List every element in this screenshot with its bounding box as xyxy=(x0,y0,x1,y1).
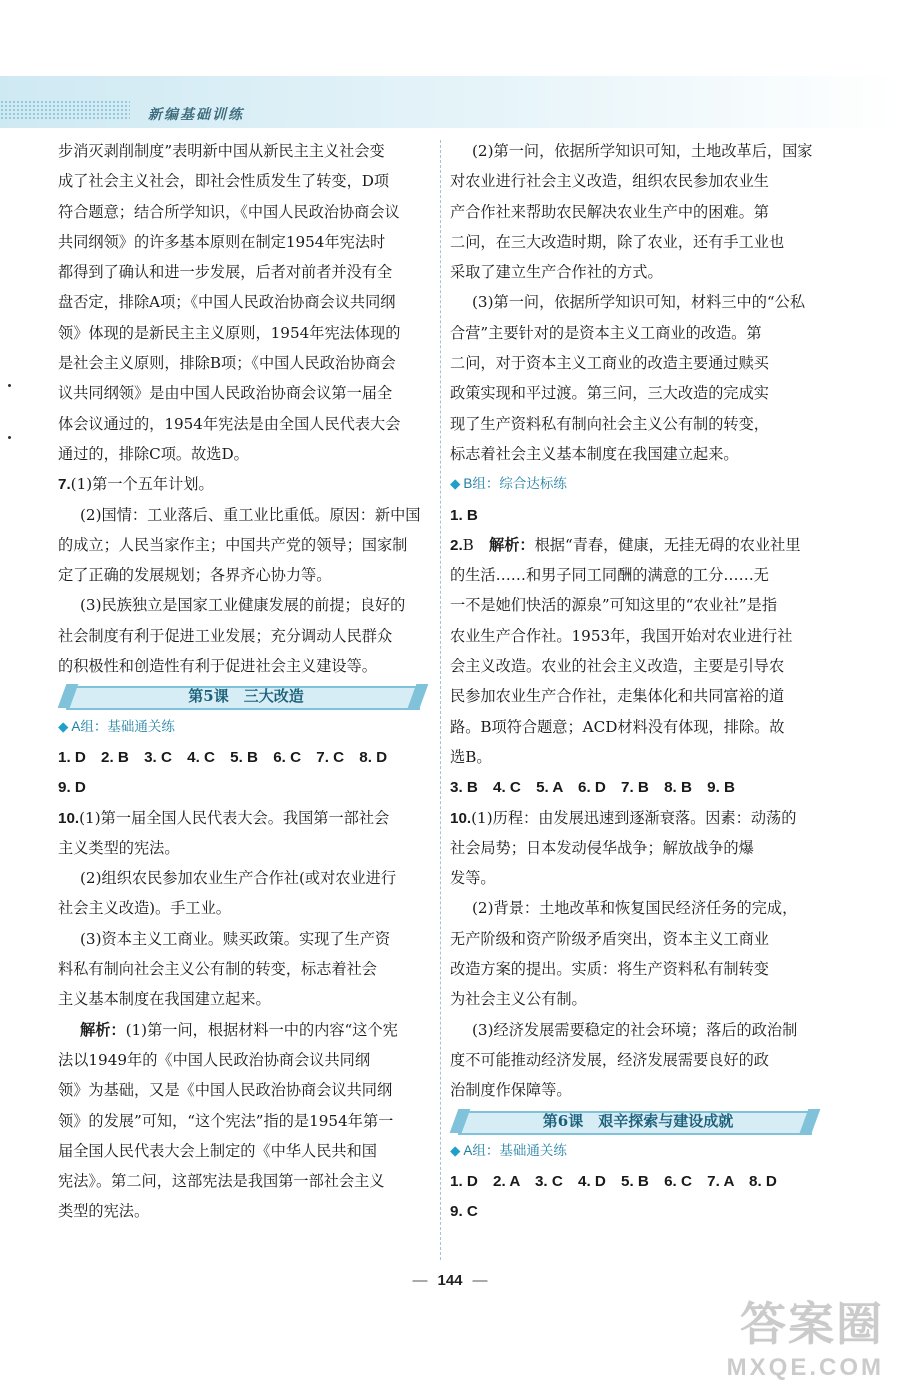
text-line xyxy=(58,803,430,833)
text-line xyxy=(58,924,430,954)
text-line xyxy=(450,197,822,227)
text-line xyxy=(58,621,430,651)
margin-mark xyxy=(8,384,11,387)
exercise-group-heading xyxy=(450,1136,822,1166)
line-text: (3)经济发展需要稳定的社会环境；落后的政治制 xyxy=(472,1020,798,1039)
line-text: 届全国人民代表大会上制定的《中华人民共和国 xyxy=(58,1141,377,1160)
line-text: 符合题意；结合所学知识，《中国人民政治协商会议 xyxy=(58,202,400,221)
text-line xyxy=(450,1015,822,1045)
watermark-url: MXQE.COM xyxy=(726,1354,884,1381)
line-text: 为社会主义公有制。 xyxy=(450,990,587,1009)
answer-line xyxy=(58,772,430,802)
text-line xyxy=(58,469,430,499)
text-line xyxy=(450,439,822,469)
line-text: 1. B xyxy=(450,506,478,524)
line-text: 合营”主要针对的是资本主义工商业的改造。第 xyxy=(450,323,762,342)
header-dot-pattern xyxy=(0,100,130,120)
line-text: 社会主义改造)。手工业。 xyxy=(58,899,231,918)
line-text: 治制度作保障等。 xyxy=(450,1081,572,1100)
line-text: (1)第一届全国人民代表大会。我国第一部社会 xyxy=(79,808,390,827)
line-text: 对农业进行社会主义改造，组织农民参加农业生 xyxy=(450,172,769,191)
text-line xyxy=(450,893,822,923)
line-text: (3)民族独立是国家工业健康发展的前提；良好的 xyxy=(80,596,406,615)
text-line xyxy=(58,530,430,560)
analysis-label: 解析： xyxy=(489,535,535,554)
line-text: 主义基本制度在我国建立起来。 xyxy=(58,990,271,1009)
line-text: (3)资本主义工商业。赎买政策。实现了生产资 xyxy=(80,929,391,948)
text-line xyxy=(450,924,822,954)
text-line xyxy=(450,984,822,1014)
page-number xyxy=(0,1272,900,1289)
line-text: 通过的，排除C项。故选D。 xyxy=(58,444,249,463)
line-text: 都得到了确认和进一步发展，后者对前者并没有全 xyxy=(58,263,393,282)
line-text: 民参加农业生产合作社，走集体化和共同富裕的道 xyxy=(450,687,785,706)
line-text: 3. B 4. C 5. A 6. D 7. B 8. B 9. B xyxy=(450,779,735,797)
line-text: 产合作社来帮助农民解决农业生产中的困难。第 xyxy=(450,202,769,221)
question-number: 2. xyxy=(450,536,463,554)
text-line xyxy=(58,257,430,287)
diamond-icon: ◆ xyxy=(450,476,461,492)
line-text: 改造方案的提出。实质：将生产资料私有制转变 xyxy=(450,960,769,979)
text-line xyxy=(450,136,822,166)
text-line xyxy=(58,1045,430,1075)
text-line xyxy=(450,742,822,772)
line-text: (1)第一问，根据材料一中的内容“这个宪 xyxy=(125,1020,398,1039)
line-text: 定了正确的发展规划；各界齐心协力等。 xyxy=(58,566,332,585)
group-title: A组：基础通关练 xyxy=(463,1142,567,1158)
line-text: 农业生产合作社。1953年，我国开始对农业进行社 xyxy=(450,626,793,645)
text-line xyxy=(450,590,822,620)
line-text: (1)历程：由发展迅速到逐渐衰落。因素：动荡的 xyxy=(471,808,797,827)
text-line xyxy=(58,439,430,469)
line-text: 无产阶级和资产阶级矛盾突出，资本主义工商业 xyxy=(450,929,769,948)
text-line xyxy=(450,560,822,590)
text-line xyxy=(450,378,822,408)
page-number-text: 144 xyxy=(437,1272,463,1289)
lesson-heading xyxy=(454,1106,822,1136)
line-text: 9. D xyxy=(58,779,86,797)
group-title: A组：基础通关练 xyxy=(71,718,175,734)
line-text: 二问，对于资本主义工商业的改造主要通过赎买 xyxy=(450,354,769,373)
answer-line xyxy=(450,1196,822,1226)
question-number: 10. xyxy=(58,809,80,827)
text-line xyxy=(58,1166,430,1196)
line-text: 宪法》。第二问，这部宪法是我国第一部社会主义 xyxy=(58,1172,385,1191)
line-text: 根据“青春，健康，无挂无碍的农业社里 xyxy=(534,535,801,554)
answer-line xyxy=(58,742,430,772)
text-line xyxy=(450,803,822,833)
line-text: (1)第一个五年计划。 xyxy=(70,475,214,494)
text-line xyxy=(450,227,822,257)
watermark xyxy=(727,1288,884,1382)
line-text: (2)第一问，依据所学知识可知，土地改革后，国家 xyxy=(472,142,813,160)
text-line xyxy=(58,863,430,893)
column-divider xyxy=(440,140,441,1260)
text-line xyxy=(450,651,822,681)
header-band xyxy=(0,76,900,128)
lesson-title: 第5课 三大改造 xyxy=(188,687,304,706)
line-text: 共同纲领》的许多基本原则在制定1954年宪法时 xyxy=(58,232,386,251)
lesson-heading xyxy=(62,681,430,711)
page-dash-left: — xyxy=(412,1272,428,1289)
text-line xyxy=(58,651,430,681)
line-text: 是社会主义原则，排除B项；《中国人民政治协商会 xyxy=(58,354,396,373)
answer-choice: B xyxy=(462,535,490,554)
text-line xyxy=(58,378,430,408)
exercise-group-heading xyxy=(450,469,822,499)
text-line xyxy=(450,530,822,560)
line-text: (3)第一问，依据所学知识可知，材料三中的“公私 xyxy=(472,293,806,312)
text-line xyxy=(58,954,430,984)
text-line xyxy=(450,833,822,863)
line-text: 采取了建立生产合作社的方式。 xyxy=(450,263,663,282)
text-line xyxy=(58,1106,430,1136)
text-line xyxy=(58,893,430,923)
line-text: 步消灭剥削制度”表明新中国从新民主主义社会变 xyxy=(58,142,385,160)
text-line xyxy=(58,1136,430,1166)
line-text: 会主义改造。农业的社会主义改造，主要是引导农 xyxy=(450,657,785,676)
line-text: (2)背景：土地改革和恢复国民经济任务的完成， xyxy=(472,899,798,918)
left-column xyxy=(58,136,430,1227)
analysis-label: 解析： xyxy=(80,1020,126,1039)
line-text: 度不可能推动经济发展，经济发展需要良好的政 xyxy=(450,1050,769,1069)
text-line xyxy=(450,681,822,711)
line-text: 政策实现和平过渡。第三问，三大改造的完成实 xyxy=(450,384,769,403)
question-number: 10. xyxy=(450,809,472,827)
line-text: 成了社会主义社会，即社会性质发生了转变，D项 xyxy=(58,172,390,191)
answer-line xyxy=(450,772,822,802)
text-line xyxy=(58,409,430,439)
line-text: 的生活……和男子同工同酬的满意的工分……无 xyxy=(450,566,769,585)
line-text: (2)国情：工业落后、重工业比重低。原因：新中国 xyxy=(80,505,421,524)
lesson-title: 第6课 艰辛探索与建设成就 xyxy=(542,1111,734,1130)
question-number: 7. xyxy=(58,476,71,494)
line-text: 1. D 2. A 3. C 4. D 5. B 6. C 7. A 8. D xyxy=(450,1173,777,1191)
watermark-logo: 答案圈 xyxy=(740,1298,884,1350)
text-line xyxy=(58,227,430,257)
text-line xyxy=(58,166,430,196)
answer-line xyxy=(450,500,822,530)
line-text: 二问，在三大改造时期，除了农业，还有手工业也 xyxy=(450,232,785,251)
line-text: 路。B项符合题意；ACD材料没有体现，排除。故 xyxy=(450,717,785,736)
page-dash-right: — xyxy=(472,1272,488,1289)
line-text: 社会制度有利于促进工业发展；充分调动人民群众 xyxy=(58,626,393,645)
text-line xyxy=(58,287,430,317)
text-line xyxy=(450,1045,822,1075)
text-line xyxy=(58,348,430,378)
text-line xyxy=(58,318,430,348)
line-text: 标志着社会主义基本制度在我国建立起来。 xyxy=(450,444,739,463)
line-text: 选B。 xyxy=(450,747,492,766)
text-line xyxy=(450,621,822,651)
text-line xyxy=(58,833,430,863)
text-line xyxy=(58,590,430,620)
line-text: 的积极性和创造性有利于促进社会主义建设等。 xyxy=(58,657,377,676)
line-text: 的成立；人民当家作主；中国共产党的领导；国家制 xyxy=(58,535,408,554)
line-text: 体会议通过的，1954年宪法是由全国人民代表大会 xyxy=(58,414,401,433)
line-text: 一不是她们快活的源泉”可知这里的“农业社”是指 xyxy=(450,596,778,615)
line-text: (2)组织农民参加农业生产合作社(或对农业进行 xyxy=(80,869,397,888)
text-line xyxy=(450,166,822,196)
text-line xyxy=(58,1196,430,1226)
line-text: 1. D 2. B 3. C 4. C 5. B 6. C 7. C 8. D xyxy=(58,748,388,766)
text-line xyxy=(450,318,822,348)
group-title: B组：综合达标练 xyxy=(463,476,567,492)
book-title: 新编基础训练 xyxy=(148,107,244,123)
text-line xyxy=(450,348,822,378)
line-text: 现了生产资料私有制向社会主义公有制的转变， xyxy=(450,414,769,433)
text-line xyxy=(450,954,822,984)
text-line xyxy=(58,197,430,227)
line-text: 领》体现的是新民主主义原则，1954年宪法体现的 xyxy=(58,323,401,342)
right-column xyxy=(450,136,822,1227)
text-line xyxy=(58,500,430,530)
text-line xyxy=(58,984,430,1014)
line-text: 法以1949年的《中国人民政治协商会议共同纲 xyxy=(58,1050,371,1069)
line-text: 议共同纲领》是由中国人民政治协商会议第一届全 xyxy=(58,384,393,403)
text-line xyxy=(58,1015,430,1045)
text-line xyxy=(58,560,430,590)
text-line xyxy=(450,409,822,439)
line-text: 类型的宪法。 xyxy=(58,1202,150,1221)
text-line xyxy=(450,287,822,317)
line-text: 领》的发展”可知，“这个宪法”指的是1954年第一 xyxy=(58,1111,394,1130)
text-line xyxy=(58,136,430,166)
text-line xyxy=(450,863,822,893)
line-text: 主义类型的宪法。 xyxy=(58,838,180,857)
margin-mark xyxy=(8,436,11,439)
text-line xyxy=(450,712,822,742)
text-line xyxy=(58,1075,430,1105)
diamond-icon: ◆ xyxy=(58,718,69,734)
text-line xyxy=(450,1075,822,1105)
line-text: 发等。 xyxy=(450,869,496,888)
line-text: 领》为基础，又是《中国人民政治协商会议共同纲 xyxy=(58,1081,393,1100)
line-text: 社会局势；日本发动侵华战争；解放战争的爆 xyxy=(450,838,754,857)
exercise-group-heading xyxy=(58,712,430,742)
line-text: 9. C xyxy=(450,1203,478,1221)
line-text: 盘否定，排除A项；《中国人民政治协商会议共同纲 xyxy=(58,293,396,312)
text-line xyxy=(450,257,822,287)
line-text: 料私有制向社会主义公有制的转变，标志着社会 xyxy=(58,960,377,979)
answer-line xyxy=(450,1166,822,1196)
diamond-icon: ◆ xyxy=(450,1142,461,1158)
